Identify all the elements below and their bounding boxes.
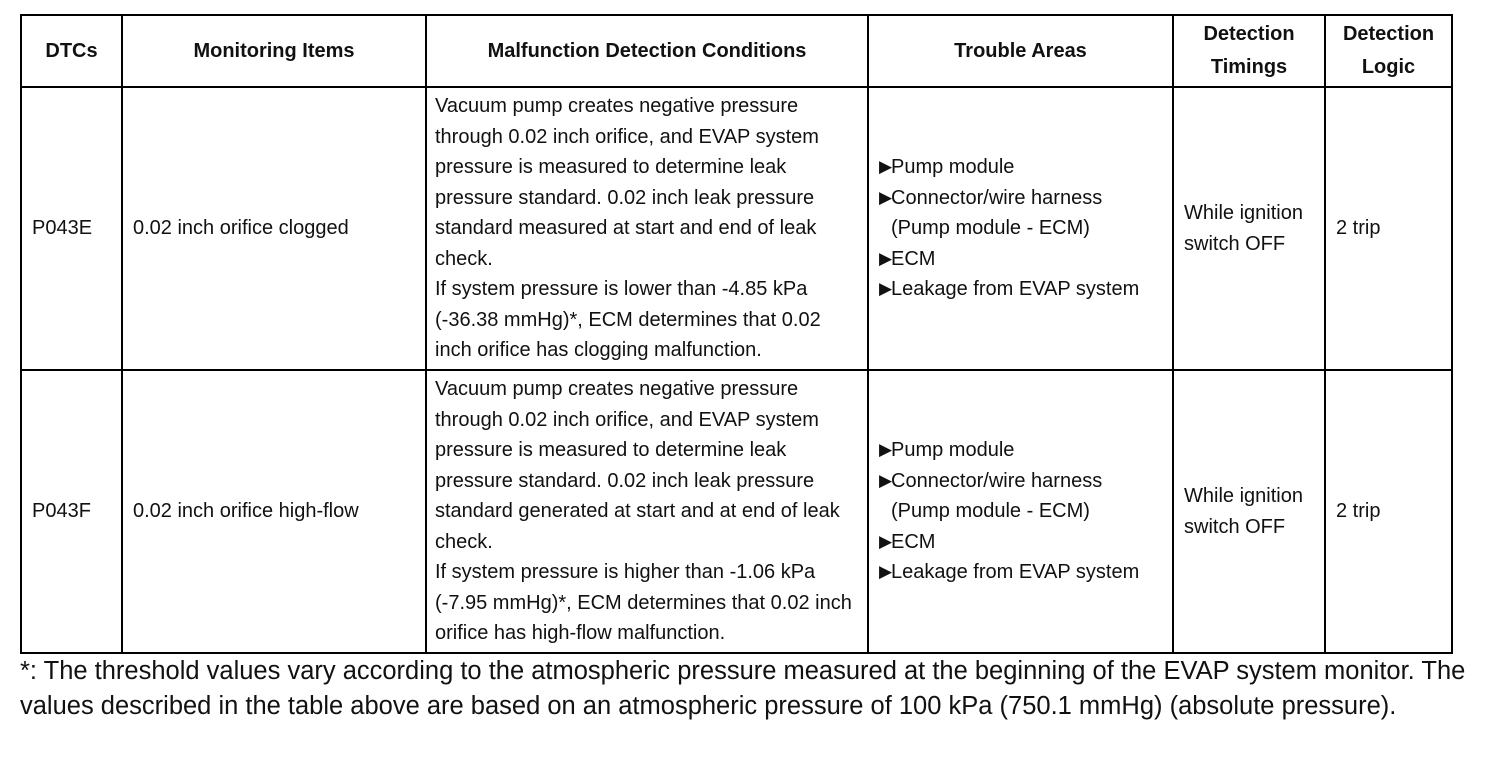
detection-conditions [426,370,868,653]
list-item [879,527,1162,558]
conditions-threshold: If system pressure is lower than -4.85 kPa (-36.38 mmHg)*, ECM determines that 0.02 inch orifice has clogging malfunction. [435,278,821,362]
list-item [879,183,1162,244]
list-item [879,244,1162,275]
right-triangle-arrow-icon: ▶ [879,531,893,551]
footnote: *: The threshold values vary according to the atmospheric pressure measured at the beginning of the EVAP system monitor. The values described in the table above are based on an atmospheric pressure of 100 kPa (750.1 mmHg) (absolute pressure). [20,657,1466,720]
dtc-table [20,14,1453,654]
trouble-areas-list [879,152,1162,305]
dtc-code: P043F [21,370,122,653]
trouble-area-label: ECM [891,247,936,270]
trouble-area-label: Leakage from EVAP system [891,561,1140,584]
trouble-area-label: ECM [891,530,936,553]
trouble-areas-list [879,435,1162,588]
header-detection-logic: Detection Logic [1325,15,1452,87]
monitoring-item: 0.02 inch orifice clogged [122,87,426,370]
header-detection-timings: Detection Timings [1173,15,1325,87]
conditions-description: Vacuum pump creates negative pressure through 0.02 inch orifice, and EVAP system pressure is measured to determine leak pressure standard. 0.02 inch leak pressure standard measured at start and end of leak check. [435,95,819,270]
header-conditions: Malfunction Detection Conditions [426,15,868,87]
list-item [879,152,1162,183]
right-triangle-arrow-icon: ▶ [879,248,893,268]
detection-logic: 2 trip [1325,87,1452,370]
dtc-code: P043E [21,87,122,370]
conditions-threshold: If system pressure is higher than -1.06 kPa (-7.95 mmHg)*, ECM determines that 0.02 inch orifice has high-flow malfunction. [435,561,852,645]
detection-logic: 2 trip [1325,370,1452,653]
table-row [21,370,1452,653]
right-triangle-arrow-icon: ▶ [879,470,893,490]
list-item [879,274,1162,305]
right-triangle-arrow-icon: ▶ [879,279,893,299]
trouble-areas [868,370,1173,653]
table-row [21,87,1452,370]
list-item [879,466,1162,527]
header-dtcs: DTCs [21,15,122,87]
conditions-description: Vacuum pump creates negative pressure through 0.02 inch orifice, and EVAP system pressure is measured to determine leak pressure standard. 0.02 inch leak pressure standard generated at start and at end of leak check. [435,378,840,553]
trouble-areas [868,87,1173,370]
trouble-area-label: Pump module [891,156,1015,179]
detection-timing: While ignition switch OFF [1173,87,1325,370]
trouble-area-label: Leakage from EVAP system [891,278,1140,301]
header-row [21,15,1452,87]
right-triangle-arrow-icon: ▶ [879,440,893,460]
header-monitoring-items: Monitoring Items [122,15,426,87]
trouble-area-label: Connector/wire harness (Pump module - ECM) [891,186,1103,240]
detection-conditions [426,87,868,370]
list-item [879,435,1162,466]
list-item [879,557,1162,588]
right-triangle-arrow-icon: ▶ [879,562,893,582]
right-triangle-arrow-icon: ▶ [879,187,893,207]
header-trouble-areas: Trouble Areas [868,15,1173,87]
right-triangle-arrow-icon: ▶ [879,157,893,177]
trouble-area-label: Pump module [891,439,1015,462]
monitoring-item: 0.02 inch orifice high-flow [122,370,426,653]
detection-timing: While ignition switch OFF [1173,370,1325,653]
trouble-area-label: Connector/wire harness (Pump module - ECM) [891,469,1103,523]
